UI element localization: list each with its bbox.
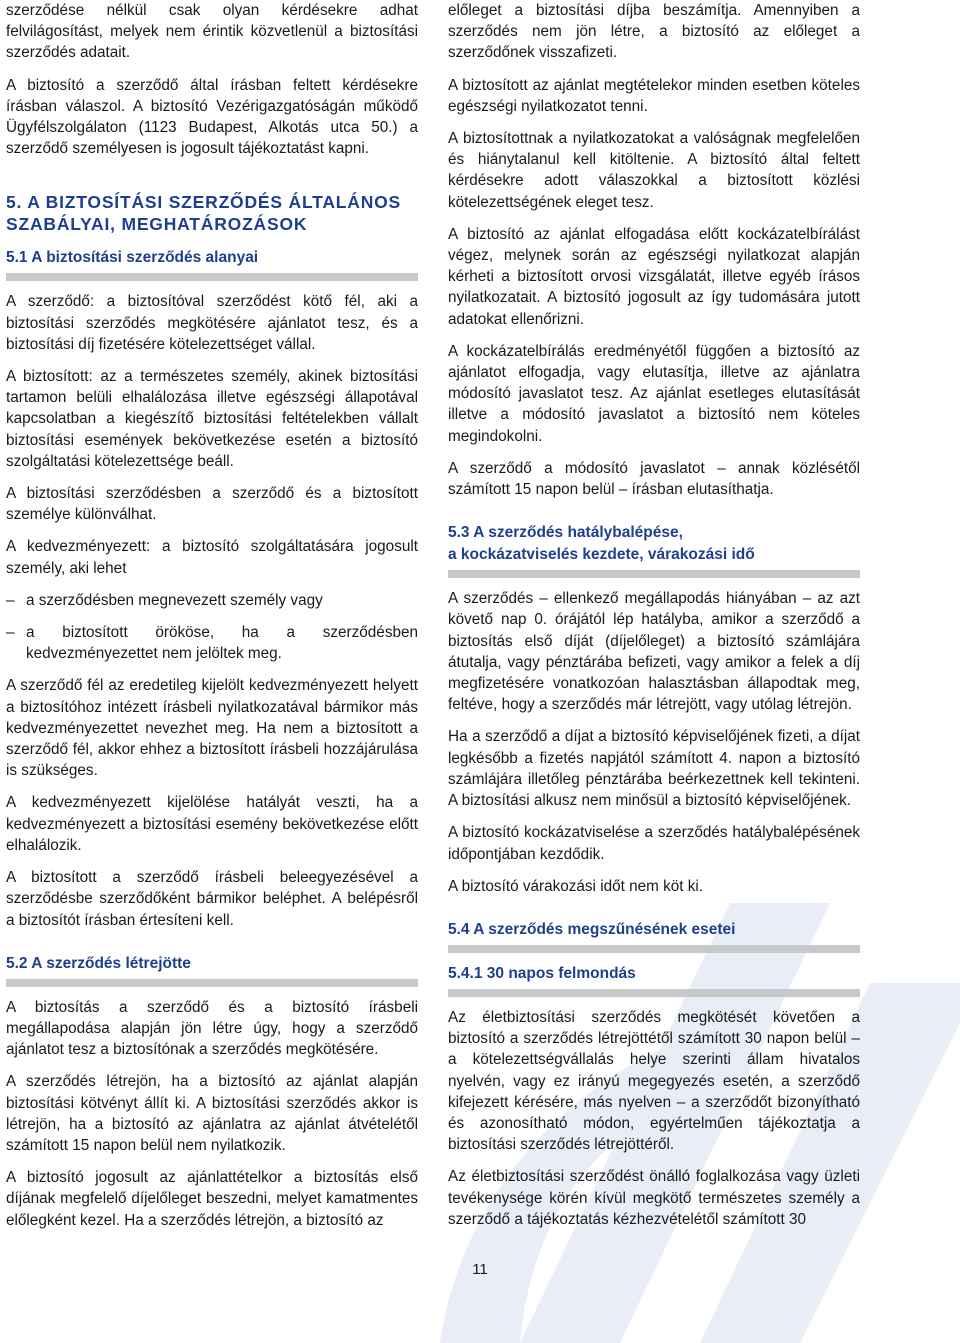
paragraph: A biztosított a szerződő írásbeli beleegyezésével a szerződésbe szerződőként bármikor beléphet. A belépésről a biztosítót írásban értesíteni kell. [6,869,418,929]
paragraph: szerződése nélkül csak olyan kérdésekre adhat felvilágosítást, melyek nem érintik közvetlenül a biztosítási szerződés adatait. [6,2,418,62]
section-5-3-heading-line-2: a kockázatviselés kezdete, várakozási idő [448,546,755,564]
heading-divider [6,979,418,987]
section-5-3-heading-line-1: 5.3 A szerződés hatálybalépése, [448,524,683,542]
section-5-4-heading: 5.4 A szerződés megszűnésének esetei [448,920,736,938]
paragraph: A biztosító várakozási időt nem köt ki. [448,877,704,895]
page-number: 11 [472,1261,488,1278]
heading-divider [448,989,860,997]
paragraph: A biztosított az ajánlat megtételekor minden esetben köteles egészségi nyilatkozatot tenni. [448,76,860,115]
paragraph: A biztosítottnak a nyilatkozatokat a valóságnak megfelelően és hiánytalanul kell kitöltenie. A biztosító által feltett kérdésekre adott válaszokkal a biztosított közlési kötelezettségének eleget tesz. [448,130,860,211]
paragraph: Ha a szerződő a díjat a biztosító képviselőjének fizeti, a díjat legkésőbb a fizetés napjától számított 4. napon a biztosító számlájára illetőleg pénztárába beérkezettnek kell tekinteni. A biztosítási alkusz nem minősül a biztosító képviselőjének. [448,728,860,810]
section-5-4-1-heading: 5.4.1 30 napos felmondás [448,964,636,982]
dash-marker: – [6,591,15,609]
paragraph: A biztosító kockázatviselése a szerződés hatálybalépésének időpontjában kezdődik. [448,824,860,863]
paragraph: A biztosító jogosult az ajánlattételkor a biztosítás első díjának megfelelő díjelőleget beszedni, melyet kamatmentes előlegként kezel. Ha a szerződés létrejön, a biztosító az [6,1169,418,1229]
heading-divider [448,570,860,578]
paragraph: A szerződés – ellenkező megállapodás hiányában – az azt követő nap 0. órájától lép hatályba, amikor a szerződő a biztosítás első díját (díjelőleget) a biztosító számlájára átutalja, vagy pénztárába befizeti, vagy amikor a felek a díj megfizetésére vonatkozóan halasztásban állapodtak meg, feltéve, hogy a szerződés már létrejött, vagy utólag létrejön. [448,590,860,714]
paragraph: A szerződő a módosító javaslatot – annak közlésétől számított 15 napon belül – írásban elutasíthatja. [448,459,860,499]
heading-divider [6,273,418,281]
section-5-2-heading: 5.2 A szerződés létrejötte [6,954,191,972]
paragraph: A biztosítás a szerződő és a biztosító írásbeli megállapodása alapján jön létre úgy, hogy a szerződő ajánlatot tesz a biztosítónak a szerződés megkötésére. [6,998,418,1059]
dash-text: a biztosított örököse, ha a szerződésben kedvezményezettet nem jelöltek meg. [26,624,418,663]
paragraph: A szerződő fél az eredetileg kijelölt kedvezményezett helyett a biztosítóhoz intézett írásbeli nyilatkozatával bármikor más kedvezményezettet nevezhet meg. Ha nem a biztosított a szerződő fél, akkor ehhez a biztosított írásbeli hozzájárulása is szükséges. [6,677,418,780]
heading-divider [448,945,860,953]
paragraph: A kockázatelbírálás eredményétől függően a biztosító az ajánlatot elfogadja, vagy elutasítja, illetve az ajánlatra módosító javaslatot tesz. Az ajánlat esetleges elutasítását illetve a módosító javaslatot a biztosító nem köteles megindokolni. [448,342,860,445]
paragraph: Az életbiztosítási szerződés megkötését követően a biztosító a szerződés létrejöttétől számított 30 napon belül – a kötelezettségvállalás helye szerinti állam hivatalos nyelvén, vagy ez irányú megegyezés esetén, a szerződő kifejezett kérésére, más nyelven – a szerződőt bizonyítható és azonosítható módon, egyértelműen tájékoztatja a biztosítási szerződés létrejöttéről. [448,1008,860,1154]
left-column [6,0,418,1242]
paragraph: A biztosító a szerződő által írásban feltett kérdésekre írásban válaszol. A biztosító Vezérigazgatóságán működő Ügyfélszolgálaton (1123 Budapest, Alkotás utca 50.) a szerződő személyesen is jogosult tájékoztatást kapni. [6,76,418,158]
paragraph: A szerződés létrejön, ha a biztosító az ajánlat alapján biztosítási kötvényt állít ki. A biztosítási szerződés akkor is létrejön, ha a biztosító az ajánlatra az ajánlat átvételétől számított 15 napon belül nem nyilatkozik. [6,1073,418,1154]
section-5-1-heading: 5.1 A biztosítási szerződés alanyai [6,249,259,267]
paragraph: Az életbiztosítási szerződést önálló foglalkozása vagy üzleti tevékenysége körén kívül megkötő természetes személy a szerződő a tájékoztatás kézhezvételétől számított 30 [448,1168,860,1228]
paragraph: A biztosított: az a természetes személy, akinek biztosítási tartamon belüli elhalálozása illetve egészségi állapotával kapcsolatban a kiegészítő biztosítási feltételekben vállalt biztosítási események bekövetkezése esetén a biztosító szolgáltatási kötelezettsége beáll. [6,368,418,470]
dash-marker: – [6,624,15,642]
dash-list-item [6,622,418,664]
right-column [448,0,860,1241]
section-5-heading: 5. A BIZTOSÍTÁSI SZERZŐDÉS ÁLTALÁNOS SZABÁLYAI, MEGHATÁROZÁSOK [6,192,402,235]
paragraph: A biztosítási szerződésben a szerződő és a biztosított személye különválhat. [6,485,418,524]
paragraph: előleget a biztosítási díjba beszámítja. Amennyiben a szerződés nem jön létre, a biztosító az előleget a szerződőnek visszafizeti. [448,2,860,62]
paragraph: A szerződő: a biztosítóval szerződést kötő fél, aki a biztosítási szerződés megkötésére ajánlatot tesz, és a biztosítási díj fizetésére kötelezettséget vállal. [6,293,418,353]
paragraph: A biztosító az ajánlat elfogadása előtt kockázatelbírálást végez, melynek során az egészségi nyilatkozat alapján kérheti a biztosított orvosi vizsgálatát, illetve egyéb írásos nyilatkozatait. A biztosító jogosult az így tudomására jutott adatokat ellenőrizni. [448,225,860,328]
dash-list-item [6,590,418,611]
dash-text: a szerződésben megnevezett személy vagy [26,591,323,609]
paragraph: A kedvezményezett: a biztosító szolgáltatására jogosult személy, aki lehet [6,538,418,577]
paragraph: A kedvezményezett kijelölése hatályát veszti, ha a kedvezményezett a biztosítási esemény bekövetkezése előtt elhalálozik. [6,794,418,854]
